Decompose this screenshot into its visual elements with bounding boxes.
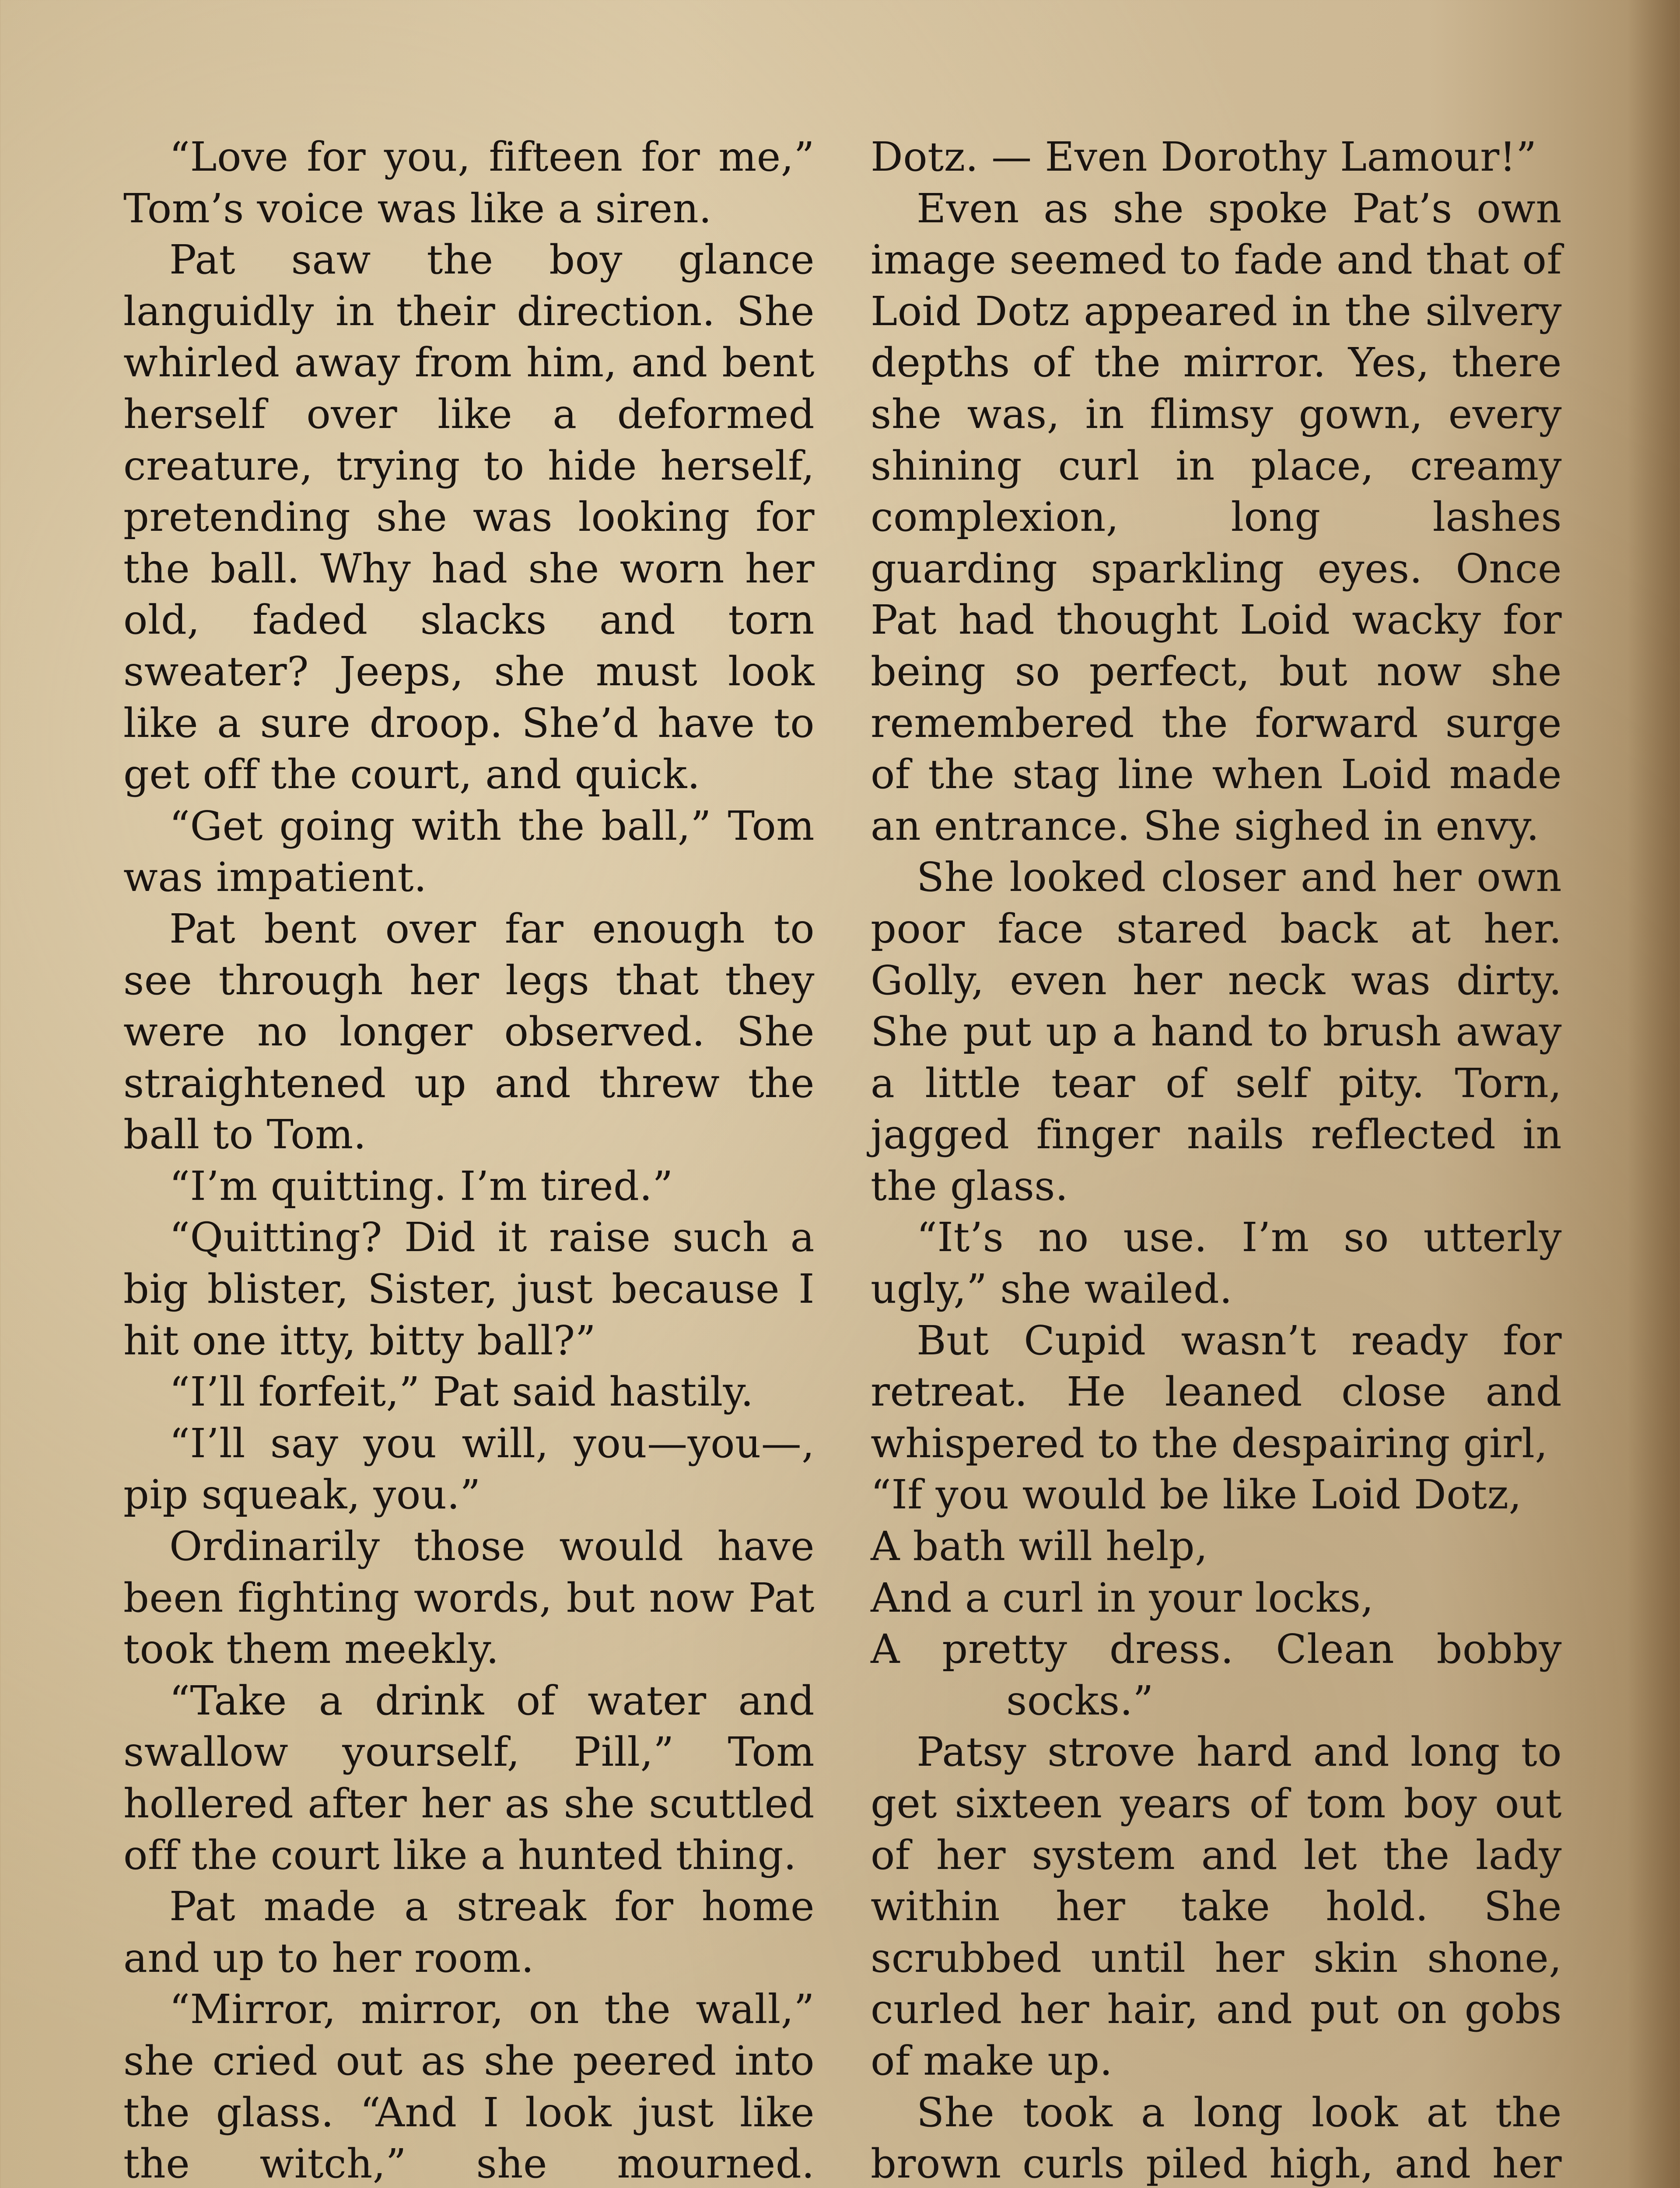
paragraph: She looked closer and her own poor face stared back at her. Golly, even her neck was dirty. She put up a hand to brush away a little tear of self pity. Torn, jagged finger nails reflected in the glass. [871, 854, 1562, 1210]
paragraph: Ordinarily those would have been fighting words, but now Pat took them meekly. [123, 1523, 815, 1673]
page-edge-shadow [1628, 0, 1680, 2188]
paragraph: Patsy strove hard and long to get sixteen years of tom boy out of her system and let the lady within her take hold. She scrubbed until her skin shone, curled her hair, and put on gobs of make up. [871, 1729, 1562, 2084]
paragraph: “Love for you, fifteen for me,” Tom’s voice was like a siren. [123, 133, 815, 232]
paragraph: “Take a drink of water and swallow yourself, Pill,” Tom hollered after her as she scuttled off the court like a hunted thing. [123, 1677, 815, 1879]
paragraph: She took a long look at the brown curls piled high, and her [871, 2089, 1562, 2188]
paragraph-continued: Dotz. — Even Dorothy Lamour!” [871, 133, 1537, 180]
paragraph: Pat bent over far enough to see through her legs that they were no longer observed. She straightened up and threw the ball to Tom. [123, 905, 815, 1158]
paragraph: “It’s no use. I’m so utterly ugly,” she wailed. [871, 1214, 1562, 1313]
paragraph: “I’ll forfeit,” Pat said hastily. [169, 1368, 754, 1416]
verse-line: A bath will help, [871, 1523, 1208, 1570]
paragraph: Pat saw the boy glance languidly in their direction. She whirled away from him, and bent herself over like a deformed creature, trying to hide herself, pretending she was looking for the ball. Why had she worn her old, faded slacks and torn sweater? Jeeps, she must look like a sure droop. She’d have to get off the court, and quick. [123, 236, 815, 798]
paragraph: “Mirror, mirror, on the wall,” she cried out as she peered into the glass. “And I look just like the witch,” she mourned. [123, 1986, 815, 2188]
verse-block [871, 1469, 1562, 1726]
paragraph: “Quitting? Did it raise such a big blister, Sister, just because I hit one itty, bitty ball?” [123, 1214, 815, 1364]
paragraph: “I’ll say you will, you—you—, pip squeak, you.” [123, 1420, 815, 1518]
verse-line: socks.” [1006, 1677, 1154, 1724]
paragraph: Even as she spoke Pat’s own image seemed to fade and that of Loid Dotz appeared in the silvery depths of the mirror. Yes, there she was, in flimsy gown, every shining curl in place, creamy complexion, long lashes guarding sparkling eyes. Once Pat had thought Loid wacky for being so perfect, but now she remembered the forward surge of the stag line when Loid made an entrance. She sighed in envy. [871, 185, 1562, 849]
verse-line: A pretty dress. Clean bobby [871, 1626, 1562, 1673]
paragraph: “Get going with the ball,” Tom was impatient. [123, 802, 815, 901]
paragraph: “I’m quitting. I’m tired.” [169, 1162, 673, 1210]
paragraph: But Cupid wasn’t ready for retreat. He leaned close and whispered to the despairing girl, [871, 1317, 1562, 1467]
verse-line: “If you would be like Loid Dotz, [871, 1471, 1522, 1518]
paragraph: Pat made a streak for home and up to her room. [123, 1883, 815, 1981]
verse-line: And a curl in your locks, [871, 1574, 1374, 1621]
left-text-column [123, 131, 815, 2188]
right-text-column [871, 131, 1562, 2188]
